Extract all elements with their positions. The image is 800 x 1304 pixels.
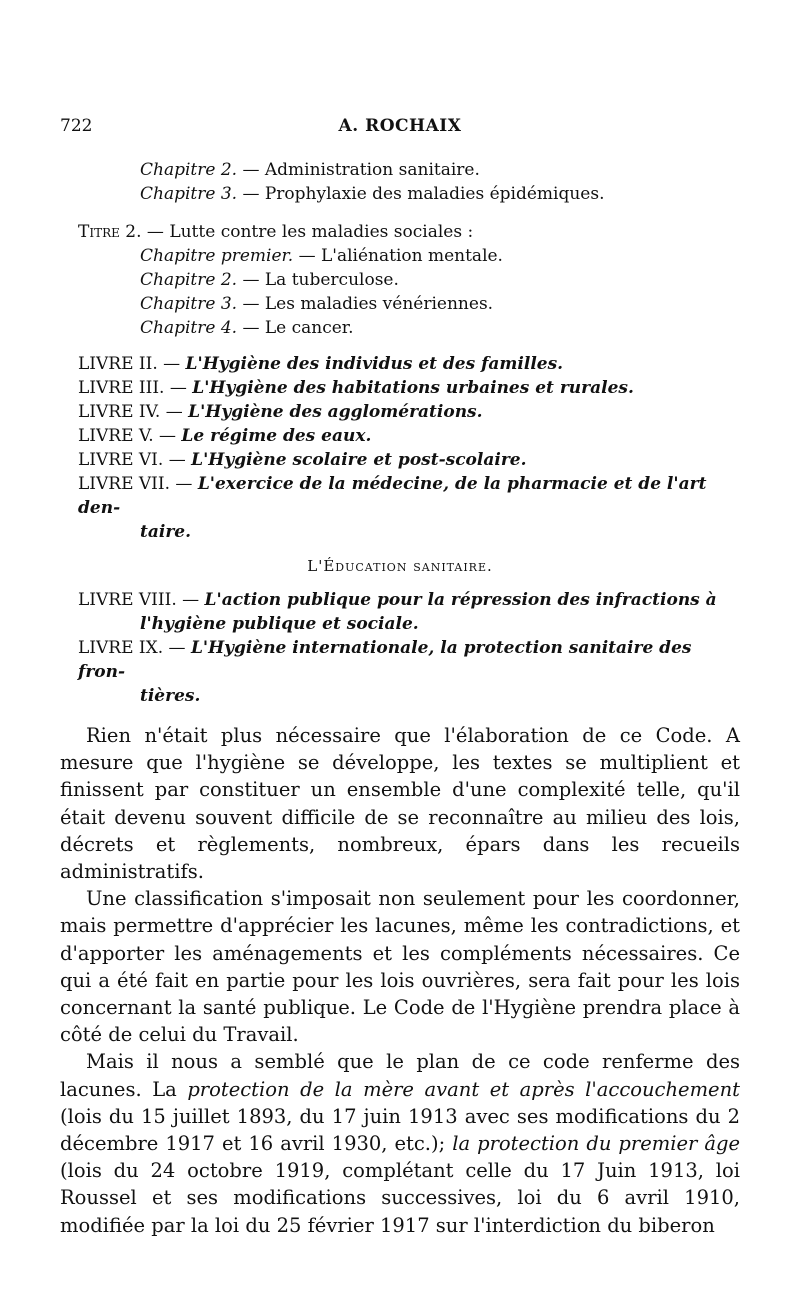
chapter-label: Chapitre 4. (140, 318, 238, 338)
livre-dash: — (163, 450, 192, 470)
livre-title: L'Hygiène scolaire et post-scolaire. (191, 450, 527, 470)
toc-livre (60, 472, 740, 520)
page-header (60, 116, 740, 140)
livre-dash: — (170, 474, 198, 494)
livre-label: LIVRE IX. (78, 638, 164, 658)
toc-livre (60, 636, 740, 684)
livre-dash: — (160, 402, 189, 422)
livre-label: LIVRE VI. (78, 450, 164, 470)
livre-dash: — (164, 378, 193, 398)
livre-title: L'exercice de la médecine, de la pharmacie et de l'art den- (78, 474, 707, 518)
livre-title: L'Hygiène internationale, la protection sanitaire des fron- (78, 638, 692, 682)
running-head: A. ROCHAIX (338, 116, 462, 136)
chapter-label: Chapitre 3. (140, 294, 238, 314)
livre-label: LIVRE IV. (78, 402, 161, 422)
toc-livre (60, 400, 740, 424)
toc-chapter (60, 158, 740, 182)
section-heading: L'Éducation sanitaire. (307, 557, 493, 575)
toc-livre (60, 424, 740, 448)
toc-chapter (60, 316, 740, 340)
livre-title: L'action publique pour la répression des infractions à (204, 590, 717, 610)
paragraph-text: (lois du 24 octobre 1919, complétant celle du 17 Juin 1913, loi Roussel et ses modifications successives, loi du 6 avril 1910, modifiée par la loi du 25 février 1917 sur l'interdiction du biberon (60, 1159, 740, 1237)
chapter-title: — Le cancer. (237, 318, 354, 338)
livre-label: LIVRE III. (78, 378, 165, 398)
paragraph-text: Mais il nous a semblé que le plan de ce code renferme des lacunes. La (60, 1050, 740, 1101)
toc-livres (60, 352, 740, 544)
livre-title: L'Hygiène des individus et des familles. (185, 354, 564, 374)
livre-title-continuation: taire. (140, 522, 192, 542)
livre-label: LIVRE V. (78, 426, 154, 446)
livre-dash: — (157, 354, 186, 374)
chapter-title: — Prophylaxie des maladies épidémiques. (237, 184, 605, 204)
body-text (60, 722, 740, 1239)
livre-label: LIVRE II. (78, 354, 158, 374)
toc-titre (60, 220, 740, 244)
livre-title: L'Hygiène des habitations urbaines et rurales. (192, 378, 634, 398)
titre-title: — Lutte contre les maladies sociales : (141, 222, 474, 242)
livre-title-continuation: tières. (140, 686, 201, 706)
toc-chapter (60, 292, 740, 316)
livre-dash: — (163, 638, 191, 658)
toc-livre (60, 352, 740, 376)
toc-livre (60, 376, 740, 400)
chapter-title: — L'aliénation mentale. (293, 246, 503, 266)
chapter-title: — La tuberculose. (237, 270, 399, 290)
paragraph: Rien n'était plus nécessaire que l'élaboration de ce Code. A mesure que l'hygiène se développe, les textes se multiplient et finissent par constituer un ensemble d'une complexité telle, qu'il était devenu souvent difficile de se reconnaître au milieu des lois, décrets et règlements, nombreux, épars dans les recueils administratifs. (60, 724, 740, 884)
toc-chapter (60, 244, 740, 268)
paragraph: Une classification s'imposait non seulement pour les coordonner, mais permettre d'apprécier les lacunes, même les contradictions, et d'apporter les aménagements et les compléments nécessaires. Ce qui a été fait en partie pour les lois ouvrières, sera fait pour les lois concernant la santé publique. Le Code de l'Hygiène prendra place à côté de celui du Travail. (60, 887, 740, 1047)
emphasis-text: la protection du premier âge (452, 1132, 740, 1156)
emphasis-text: protection de la mère avant et après l'accouchement (187, 1077, 740, 1101)
livre-title: Le régime des eaux. (181, 426, 372, 446)
titre-label: Titre 2. (78, 222, 142, 242)
chapter-title: — Les maladies vénériennes. (237, 294, 494, 314)
livre-title-continuation: l'hygiène publique et sociale. (140, 614, 419, 634)
page-number: 722 (60, 116, 93, 136)
livre-label: LIVRE VIII. (78, 590, 177, 610)
livre-dash: — (153, 426, 182, 446)
table-of-contents (60, 158, 740, 708)
livre-label: LIVRE VII. (78, 474, 171, 494)
chapter-label: Chapitre premier. (140, 246, 294, 266)
toc-livre (60, 448, 740, 472)
livre-dash: — (176, 590, 205, 610)
toc-chapter (60, 182, 740, 206)
chapter-label: Chapitre 2. (140, 270, 238, 290)
paragraph (60, 1048, 740, 1238)
toc-livre (60, 588, 740, 612)
livre-title: L'Hygiène des agglomérations. (188, 402, 483, 422)
chapter-title: — Administration sanitaire. (237, 160, 480, 180)
paragraph-text: (lois du 15 juillet 1893, du 17 juin 1913 avec ses modifications du 2 décembre 1917 et 16 avril 1930, etc.); (60, 1104, 740, 1156)
chapter-label: Chapitre 2. (140, 160, 238, 180)
toc-chapter (60, 268, 740, 292)
chapter-label: Chapitre 3. (140, 184, 238, 204)
